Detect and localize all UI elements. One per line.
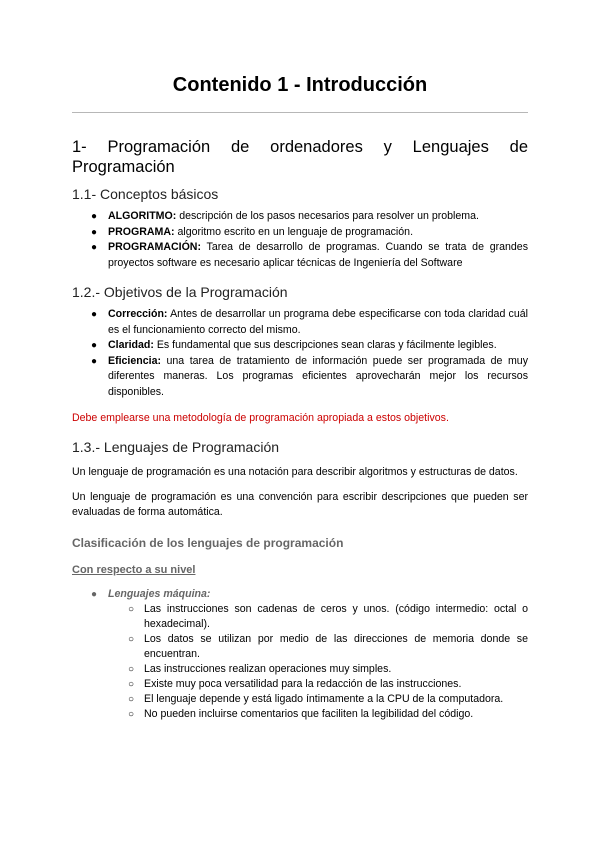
term: Claridad: xyxy=(108,339,154,351)
sub-list-item: ○ Las instrucciones realizan operaciones muy simples. xyxy=(128,663,392,675)
sub-list-item: ○ El lenguaje depende y está ligado íntimamente a la CPU de la computadora. xyxy=(128,693,504,705)
list-item xyxy=(91,209,528,225)
definition: Tarea de desarrollo de programas. Cuando se trata de grandes proyectos software es necesario aplicar técnicas de Ingeniería del Software xyxy=(108,241,528,269)
term: PROGRAMACIÓN: xyxy=(108,241,201,253)
list-item xyxy=(91,587,528,723)
bullet-icon: ● xyxy=(91,588,98,600)
sub-list-item: ○ Las instrucciones son cadenas de ceros y unos. (código intermedio: octal o hexadecimal). xyxy=(128,603,528,630)
definition: Antes de desarrollar un programa debe especificarse con toda claridad cuál es el funcionamiento correcto del mismo. xyxy=(108,308,528,336)
definition: Es fundamental que sus descripciones sean claras y fácilmente legibles. xyxy=(153,339,497,351)
bullet-icon: ● xyxy=(91,226,98,238)
term: Corrección: xyxy=(108,308,168,320)
bullet-icon: ● xyxy=(91,242,98,253)
term: PROGRAMA: xyxy=(108,225,175,238)
paragraph: Un lenguaje de programación es una convención para escribir descripciones que pueden ser evaluadas de forma automática. xyxy=(72,490,528,518)
section-1-1-heading: 1.1- Conceptos básicos xyxy=(72,186,219,202)
level-list xyxy=(72,587,528,723)
bullet-icon: ● xyxy=(91,309,98,320)
section-1-2-heading: 1.2.- Objetivos de la Programación xyxy=(72,284,288,300)
circle-bullet-icon: ○ xyxy=(128,604,135,615)
machine-language-sublist xyxy=(108,602,528,722)
section-1-3-heading: 1.3.- Lenguajes de Programación xyxy=(72,439,280,455)
objectives-list xyxy=(72,307,528,400)
classification-heading: Clasificación de los lenguajes de programación xyxy=(72,535,344,550)
circle-bullet-icon: ○ xyxy=(128,679,135,690)
list-item xyxy=(91,338,528,354)
paragraph: Un lenguaje de programación es una notación para describir algoritmos y estructuras de datos. xyxy=(72,466,518,478)
by-level-heading: Con respecto a su nivel xyxy=(72,563,196,576)
circle-bullet-icon: ○ xyxy=(128,634,135,645)
bullet-icon: ● xyxy=(91,355,98,367)
section-1-heading: 1- Programación de ordenadores y Lenguajes de Programación xyxy=(72,138,528,176)
term: Eficiencia: xyxy=(108,354,161,367)
machine-language-label: Lenguajes máquina: xyxy=(108,587,211,600)
definition: descripción de los pasos necesarios para resolver un problema. xyxy=(176,210,479,222)
term: ALGORITMO: xyxy=(108,210,177,222)
bullet-icon: ● xyxy=(91,340,98,351)
title-divider xyxy=(72,112,528,113)
circle-bullet-icon: ○ xyxy=(128,709,135,720)
circle-bullet-icon: ○ xyxy=(128,664,135,675)
page-title: Contenido 1 - Introducción xyxy=(172,74,428,96)
sub-list-item: ○ No pueden incluirse comentarios que faciliten la legibilidad del código. xyxy=(128,708,474,720)
list-item xyxy=(91,240,528,271)
methodology-note: Debe emplearse una metodología de programación apropiada a estos objetivos. xyxy=(72,412,449,424)
list-item xyxy=(91,225,528,241)
circle-bullet-icon: ○ xyxy=(128,694,135,705)
concepts-list xyxy=(72,209,528,271)
sub-list-item: ○ Existe muy poca versatilidad para la redacción de las instrucciones. xyxy=(128,678,462,690)
sub-list-item: ○ Los datos se utilizan por medio de las direcciones de memoria donde se encuentran. xyxy=(128,633,528,660)
bullet-icon: ● xyxy=(91,211,98,222)
definition: una tarea de tratamiento de información puede ser programada de muy diferentes maneras. Los programas eficientes aprovecharán mejor los recursos disponibles. xyxy=(108,354,528,398)
list-item xyxy=(91,354,528,401)
list-item xyxy=(91,307,528,338)
definition: algoritmo escrito en un lenguaje de programación. xyxy=(174,225,414,238)
